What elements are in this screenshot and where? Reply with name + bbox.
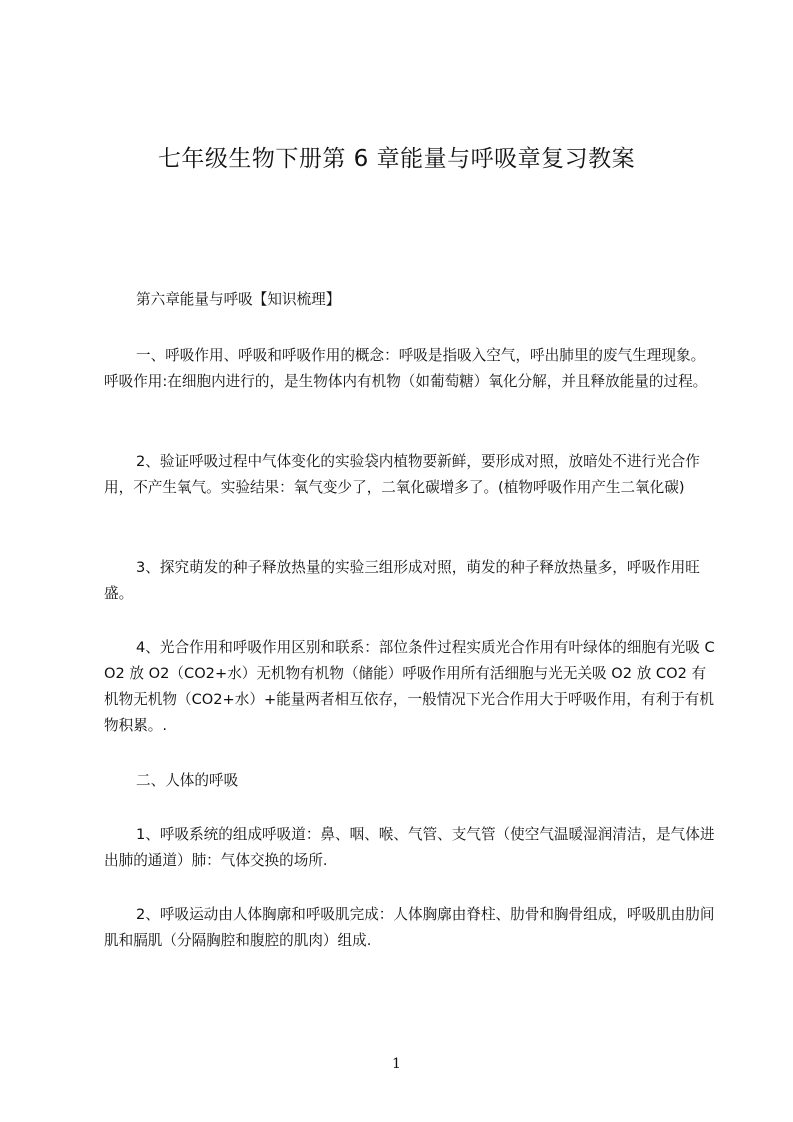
paragraph-gas-change-experiment: 2、验证呼吸过程中气体变化的实验袋内植物要新鲜，要形成对照，放暗处不进行光合作用，不产生氧气。实验结果：氧气变少了，二氧化碳增多了。(植物呼吸作用产生二氧化碳) xyxy=(104,453,700,496)
paragraph-respiratory-system: 1、呼吸系统的组成呼吸道：鼻、咽、喉、气管、支气管（使空气温暖湿润清洁，是气体进出肺的通道）肺：气体交换的场所. xyxy=(104,826,715,869)
paragraph-breathing-movement: 2、呼吸运动由人体胸廓和呼吸肌完成：人体胸廓由脊柱、肋骨和胸骨组成，呼吸肌由肋间肌和膈肌（分隔胸腔和腹腔的肌肉）组成. xyxy=(104,906,715,949)
paragraph-respiration-concept: 一、呼吸作用、呼吸和呼吸作用的概念：呼吸是指吸入空气，呼出肺里的废气生理现象。呼吸作用:在细胞内进行的，是生物体内有机物（如葡萄糖）氧化分解，并且释放能量的过程。 xyxy=(104,347,708,390)
paragraph-photosynthesis-vs-respiration: 4、光合作用和呼吸作用区别和联系：部位条件过程实质光合作用有叶绿体的细胞有光吸 CO2 放 O2（CO2+水）无机物有机物（储能）呼吸作用所有活细胞与光无关吸 O2 放 CO2 有机物无机物（CO2+水）+能量两者相互依存，一般情况下光合作用大于呼吸作用，有利于有机物积累。. xyxy=(104,639,715,734)
section-heading-human-respiration: 二、人体的呼吸 xyxy=(136,772,239,789)
page-number: 1 xyxy=(392,1056,401,1072)
chapter-heading: 第六章能量与呼吸【知识梳理】 xyxy=(136,291,341,308)
paragraph-seed-heat-experiment: 3、探究萌发的种子释放热量的实验三组形成对照，萌发的种子释放热量多，呼吸作用旺盛。 xyxy=(104,559,700,602)
page-title: 七年级生物下册第 6 章能量与呼吸章复习教案 xyxy=(157,146,636,172)
